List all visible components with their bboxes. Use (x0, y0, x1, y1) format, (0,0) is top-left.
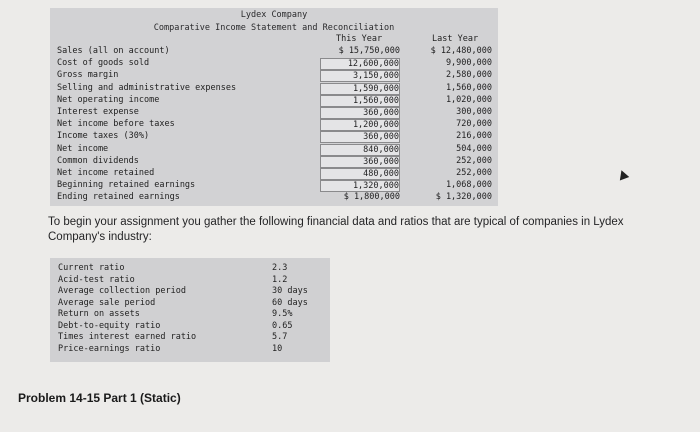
this-year-value: $ 15,750,000 (338, 46, 400, 56)
statement-row-label: Net operating income (57, 94, 160, 105)
ratio-label: Current ratio (58, 263, 125, 273)
last-year-value: 504,000 (456, 143, 492, 154)
statement-row-label: Interest expense (57, 107, 139, 117)
ratio-label: Average sale period (58, 297, 156, 308)
ratio-value: 2.3 (272, 263, 288, 273)
last-year-value: $ 1,320,000 (435, 192, 492, 203)
ratio-value: 10 (272, 343, 283, 354)
last-year-value: $ 12,480,000 (430, 46, 492, 56)
last-year-value: 252,000 (456, 155, 492, 166)
this-year-value: 1,560,000 (320, 95, 400, 107)
ratio-value: 0.65 (272, 320, 293, 331)
last-year-value: 9,900,000 (445, 58, 492, 69)
ratio-value: 5.7 (272, 332, 288, 342)
statement-header (50, 8, 498, 34)
this-year-value: 1,320,000 (320, 180, 400, 192)
industry-ratios-table (50, 258, 330, 362)
ratio-label: Price-earnings ratio (58, 343, 161, 354)
this-year-value: 360,000 (320, 131, 400, 143)
ratio-value: 30 days (272, 286, 308, 296)
ratio-label: Debt-to-equity ratio (58, 320, 161, 331)
ratio-label: Times interest earned ratio (58, 332, 197, 342)
ratio-label: Acid-test ratio (58, 274, 135, 285)
ratio-value: 1.2 (272, 274, 288, 285)
this-year-value: 1,590,000 (320, 83, 400, 95)
column-this-year: This Year (336, 34, 383, 44)
this-year-value: 3,150,000 (320, 70, 400, 82)
statement-row-label: Beginning retained earnings (57, 180, 196, 191)
ratio-value: 60 days (272, 297, 308, 308)
this-year-value: 840,000 (320, 144, 400, 156)
column-last-year: Last Year (432, 34, 479, 44)
last-year-value: 300,000 (456, 107, 492, 117)
statement-row-label: Income taxes (30%) (57, 131, 150, 142)
intro-text: To begin your assignment you gather the following financial data and ratios that are typical of companies in Lydex Company's industry: (48, 216, 624, 243)
problem-title: Problem 14-15 Part 1 (Static) (18, 391, 181, 405)
statement-row-label: Net income retained (57, 168, 155, 178)
statement-row-label: Cost of goods sold (57, 58, 150, 69)
statement-row-label: Ending retained earnings (57, 192, 180, 203)
statement-title: Comparative Income Statement and Reconciliation (153, 23, 395, 33)
this-year-value: 480,000 (320, 168, 400, 180)
last-year-value: 1,560,000 (445, 82, 492, 93)
last-year-value: 720,000 (456, 119, 492, 130)
statement-row-label: Selling and administrative expenses (57, 82, 237, 93)
this-year-value: 360,000 (320, 156, 400, 168)
statement-row-label: Common dividends (57, 155, 139, 166)
last-year-value: 1,020,000 (445, 94, 492, 105)
last-year-value: 1,068,000 (445, 180, 492, 191)
ratio-label: Return on assets (58, 309, 140, 319)
this-year-value: 1,200,000 (320, 119, 400, 131)
statement-row-label: Gross margin (57, 70, 119, 81)
statement-row-label: Sales (all on account) (57, 46, 170, 56)
this-year-value: 360,000 (320, 107, 400, 119)
this-year-value: 12,600,000 (320, 58, 400, 70)
ratio-value: 9.5% (272, 309, 293, 319)
ratio-label: Average collection period (58, 286, 186, 296)
income-statement-table (50, 8, 498, 206)
last-year-value: 216,000 (456, 131, 492, 142)
this-year-value: $ 1,800,000 (343, 192, 400, 203)
last-year-value: 252,000 (456, 168, 492, 178)
statement-row-label: Net income (57, 143, 109, 154)
company-name: Lydex Company (240, 10, 308, 20)
statement-row-label: Net income before taxes (57, 119, 175, 130)
mouse-cursor-icon (617, 169, 629, 181)
last-year-value: 2,580,000 (445, 70, 492, 81)
